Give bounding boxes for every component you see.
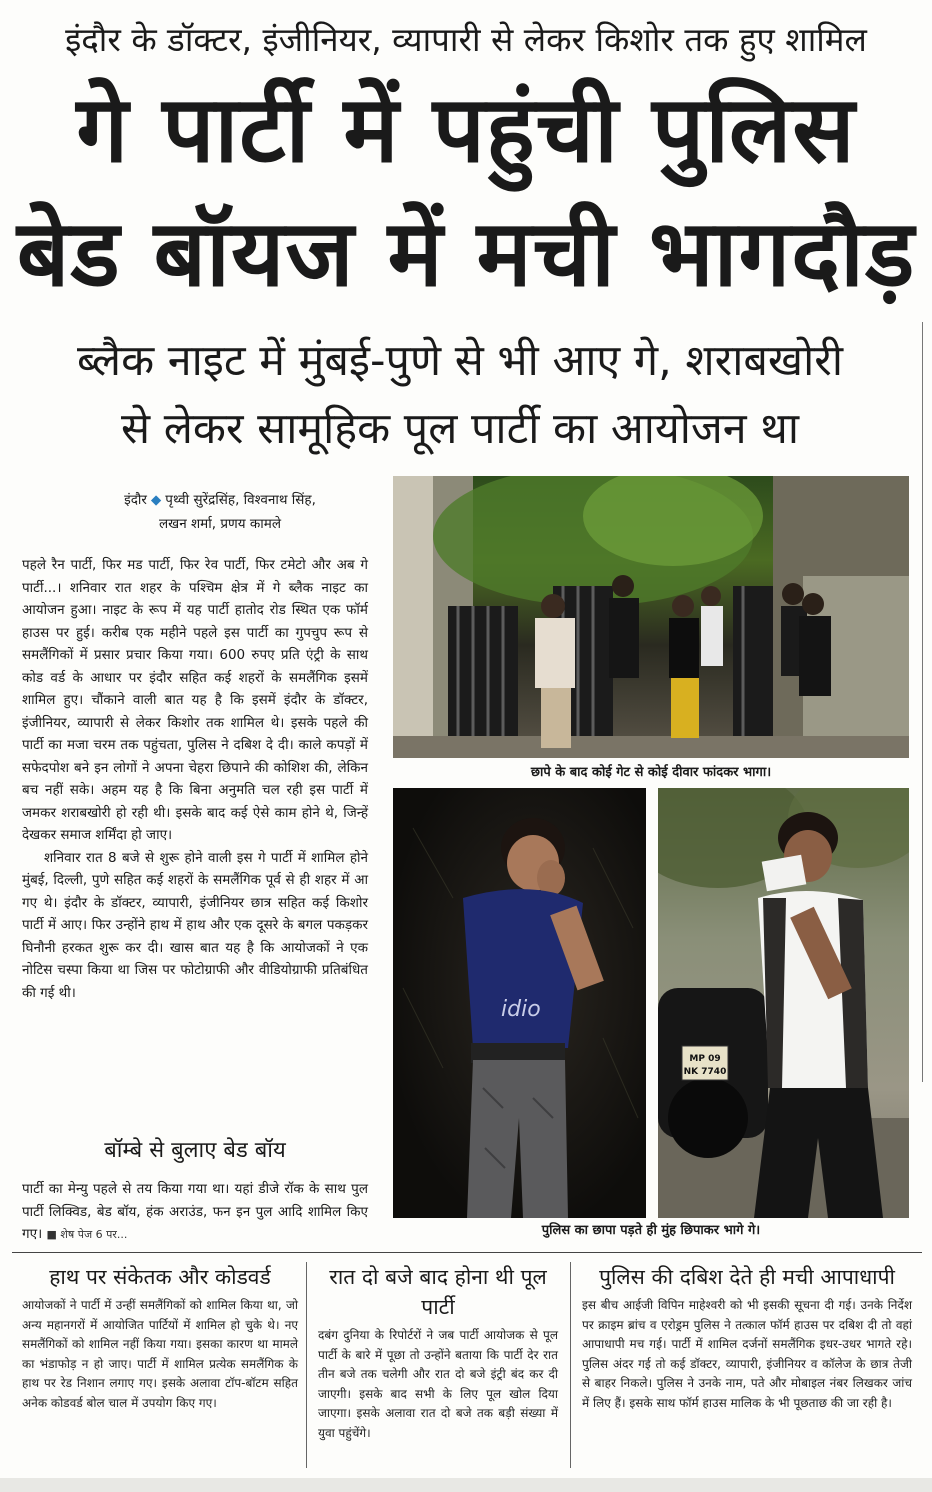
photo-gate-escape	[393, 476, 909, 758]
bombay-text: पार्टी का मेन्यु पहले से तय किया गया था। यहां डीजे रॉक के साथ पुल पार्टी लिक्विड, बेड बॉय, हंक अराउंड, फन इन पुल आदि शामिल किए गए।	[22, 1181, 368, 1242]
column2-text: दबंग दुनिया के रिपोर्टरों ने जब पार्टी आयोजक से पूल पार्टी के बारे में पूछा तो उन्होंने बताया कि पार्टी देर रात तीन बजे तक चलेगी और रात दो बजे इंट्री बंद कर दी जाएगी। इसके बाद सभी के लिए पूल खोल दिया जाएगा। इसके अलावा रात दो बजे तक बड़ी संख्या में युवा पहुंचेंगे।	[318, 1328, 558, 1440]
plate-line1: MP 09	[689, 1054, 721, 1064]
main-headline-line1: गे पार्टी में पहुंची पुलिस	[76, 76, 856, 183]
right-column-rule	[922, 322, 923, 1082]
gate-scene-illustration	[393, 476, 909, 758]
byline-authors-2: लखन शर्मा, प्रणय कामले	[159, 516, 281, 532]
column3-text: इस बीच आईजी विपिन माहेश्वरी को भी इसकी सूचना दी गई। उनके निर्देश पर क्राइम ब्रांच व एरोड्रम पुलिस ने तत्काल फॉर्म हाउस पर दबिश दी तो वहां आपाधापी मच गई। पार्टी में शामिल दर्जनों समलैंगिक इधर-उधर भागते रहे। पुलिस अंदर गई तो कई डॉक्टर, व्यापारी, इंजीनियर व कॉलेज के छात्र तेजी से बाहर निकले। पुलिस ने उनके नाम, पते और मोबाइल नंबर लिखकर जांच में लिए हैं। इसके साथ फॉर्म हाउस मालिक के भी पूछताछ की जा रही है।	[582, 1298, 912, 1410]
man-white-shirt-illustration	[658, 788, 909, 1218]
caption-bottom-photos: पुलिस का छापा पड़ते ही मुंह छिपाकर भागे गे।	[541, 1223, 761, 1238]
byline	[60, 488, 380, 536]
caption-top-photo: छापे के बाद कोई गेट से कोई दीवार फांदकर भागा।	[530, 765, 772, 780]
shirt-print-text: idio	[501, 997, 541, 1022]
subheadline-line1: ब्लैक नाइट में मुंबई-पुणे से भी आए गे, शराबखोरी	[77, 336, 843, 386]
subheadline-line2: से लेकर सामूहिक पूल पार्टी का आयोजन था	[121, 404, 799, 454]
column3-heading: पुलिस की दबिश देते ही मची आपाधापी	[599, 1265, 895, 1289]
dateline-place: इंदौर	[124, 492, 147, 508]
main-headline-line2: बेड बॉयज में मची भागदौड़	[16, 200, 916, 307]
main-story-para1: पहले रैन पार्टी, फिर मड पार्टी, फिर रेव पार्टी, फिर टमेटो और अब गे पार्टी...। शनिवार रात शहर के पश्चिम क्षेत्र में गे ब्लैक नाइट का आयोजन हुआ। नाइट के रूप में यह पार्टी हातोद रोड स्थित एक फॉर्म हाउस पर हुई। करीब एक महीने पहले इस पार्टी का गुपचुप रूप से समलैंगिकों में प्रसार प्रचार किया गया। 600 रुपए प्रति एंट्री के साथ कोड वर्ड के आधार पर इंदौर सहित कई शहरों के समलैंगिक इसमें शामिल हुए। चौंकाने वाली बात यह है कि इसमें इंदौर के डॉक्टर, इंजीनियर, व्यापारी से लेकर किशोर तक शामिल थे। इसके पहले की पार्टी का मजा चरम तक पहुंचता, पुलिस ने दबिश दे दी। काले कपड़ों में सफेदपोश बने इन लोगों ने अपना चेहरा छिपाने की कोशिश की, लेकिन बच नहीं सके। अहम यह है कि बिना अनुमति चल रही इस पार्टी में जमकर शराबखोरी हो रही थी। इसके बाद कई ऐसे काम होने थे, जिन्हें देखकर समाज शर्मिंदा हो जाए।	[22, 557, 368, 843]
column1-text: आयोजकों ने पार्टी में उन्हीं समलैंगिकों को शामिल किया था, जो अन्य महानगरों में आयोजित पार्टियों में शामिल हो चुके थे। नए समलैंगिकों को शामिल नहीं किया गया। इसका कारण था मामले का भंडाफोड़ न हो जाए। पार्टी में शामिल प्रत्येक समलैंगिक के हाथ पर रेड निशान लगाए गए। इसके अलावा टॉप-बॉटम सहित अनेक कोडवर्ड बोल चाल में उपयोग किए गए।	[22, 1298, 298, 1410]
bottom-section-rule	[12, 1252, 922, 1253]
column1-heading: हाथ पर संकेतक और कोडवर्ड	[49, 1265, 271, 1289]
man-blue-shirt-illustration	[393, 788, 646, 1218]
main-story-para2: शनिवार रात 8 बजे से शुरू होने वाली इस गे पार्टी में शामिल होने मुंबई, दिल्ली, पुणे सहित कई शहरों के समलैंगिक पूर्व से ही शहर में आ गए थे। इंदौर के डॉक्टर, व्यापारी, इंजीनियर छात्र सहित कई किशोर पार्टी में आए। फिर उन्होंने हाथ में हाथ और एक दूसरे के बगल पकड़कर घिनौनी हरकत शुरू कर दी। खास बात यह है कि आयोजकों ने एक नोटिस चस्पा किया था जिस पर फोटोग्राफी और वीडियोग्राफी प्रतिबंधित की गई थी।	[22, 849, 368, 1001]
plate-line2: NK 7740	[683, 1067, 727, 1077]
page-footer-bar	[0, 1478, 932, 1492]
bombay-story	[22, 1178, 368, 1247]
continued-marker: ■ शेष पेज 6 पर...	[46, 1228, 128, 1241]
photo-man-blue-shirt	[393, 788, 646, 1218]
bombay-subheading: बॉम्बे से बुलाए बेड बॉय	[104, 1138, 286, 1163]
photo-man-white-shirt	[658, 788, 909, 1218]
kicker-headline: इंदौर के डॉक्टर, इंजीनियर, व्यापारी से लेकर किशोर तक हुए शामिल	[65, 20, 867, 59]
main-story	[22, 554, 368, 1004]
column-rule-2	[570, 1262, 571, 1468]
byline-authors-1: पृथ्वी सुरेंद्रसिंह, विश्वनाथ सिंह,	[165, 492, 316, 508]
diamond-icon: ◆	[150, 492, 162, 508]
column-rule-1	[306, 1262, 307, 1468]
column2-heading: रात दो बजे बाद होना थी पूल पार्टी	[329, 1265, 547, 1319]
